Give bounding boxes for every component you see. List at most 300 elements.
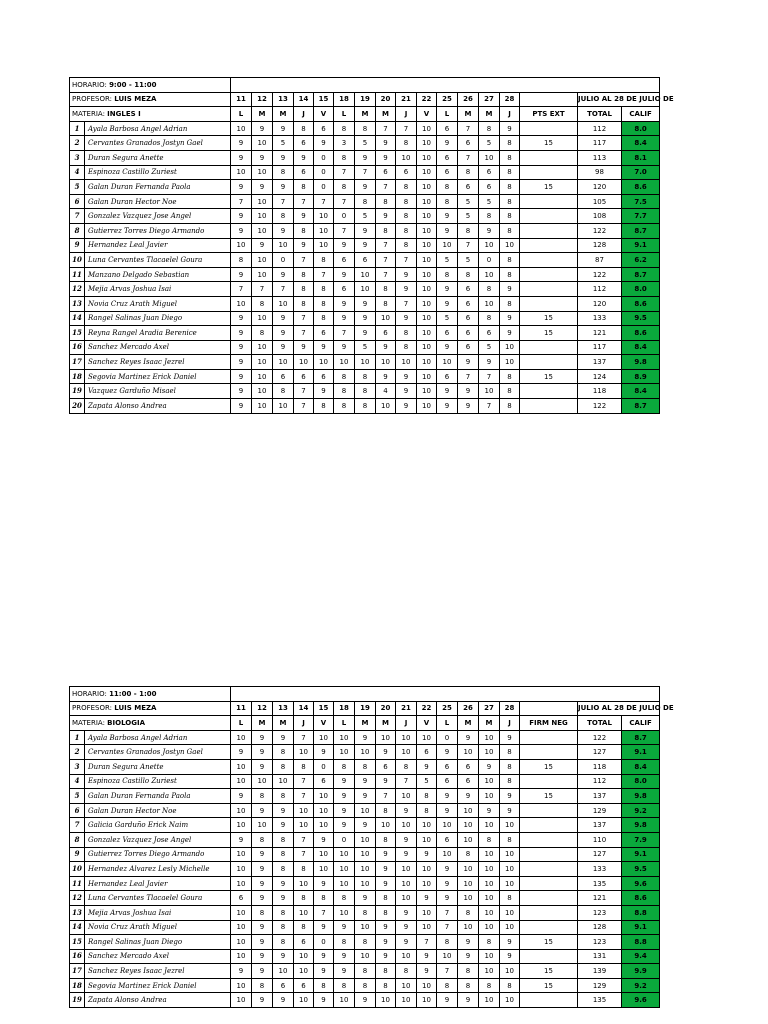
calif-cell: 9.8	[622, 789, 660, 804]
score-cell: 10	[314, 818, 334, 833]
extra-cell: 15	[520, 964, 578, 979]
day-header: 22	[417, 92, 437, 107]
score-cell: 9	[273, 326, 294, 341]
score-cell: 9	[355, 818, 376, 833]
score-cell: 8	[500, 223, 520, 238]
score-cell: 8	[458, 905, 479, 920]
score-cell: 10	[355, 803, 376, 818]
student-row	[70, 253, 660, 268]
day-header: 18	[334, 701, 355, 716]
score-cell: 10	[314, 789, 334, 804]
student-name: Cervantes Granados Jostyn Gael	[85, 745, 231, 760]
weekday-header: L	[437, 107, 458, 122]
score-cell: 6	[437, 326, 458, 341]
score-cell: 9	[376, 745, 396, 760]
score-cell: 8	[334, 150, 355, 165]
score-cell: 10	[417, 862, 437, 877]
score-cell: 6	[437, 759, 458, 774]
score-cell: 9	[252, 935, 273, 950]
weekday-header: L	[231, 716, 252, 731]
score-cell: 9	[273, 949, 294, 964]
score-cell: 10	[396, 862, 417, 877]
student-row	[70, 340, 660, 355]
calif-header: CALIF	[622, 107, 660, 122]
score-cell: 5	[479, 340, 500, 355]
score-cell: 9	[458, 355, 479, 370]
total-cell: 131	[578, 949, 622, 964]
score-cell: 10	[231, 993, 252, 1008]
score-cell: 9	[437, 340, 458, 355]
score-cell: 9	[334, 789, 355, 804]
score-cell: 10	[252, 253, 273, 268]
calif-cell: 8.6	[622, 891, 660, 906]
score-cell: 9	[252, 964, 273, 979]
total-cell: 110	[578, 832, 622, 847]
score-cell: 8	[479, 121, 500, 136]
score-cell: 9	[396, 399, 417, 414]
score-cell: 9	[314, 920, 334, 935]
score-cell: 8	[314, 282, 334, 297]
score-cell: 9	[273, 891, 294, 906]
score-cell: 6	[294, 369, 314, 384]
materia-row	[70, 107, 660, 122]
score-cell: 10	[437, 238, 458, 253]
score-cell: 7	[458, 369, 479, 384]
score-cell: 10	[479, 818, 500, 833]
score-cell: 8	[396, 326, 417, 341]
score-cell: 10	[231, 803, 252, 818]
score-cell: 8	[376, 964, 396, 979]
materia-value: INGLES I	[107, 109, 141, 118]
day-header: 15	[314, 701, 334, 716]
student-name: Mejia Arvas Joshua Isai	[85, 905, 231, 920]
score-cell: 9	[396, 384, 417, 399]
score-cell: 10	[479, 789, 500, 804]
score-cell: 9	[479, 803, 500, 818]
score-cell: 9	[376, 209, 396, 224]
score-cell: 9	[396, 832, 417, 847]
score-cell: 8	[479, 282, 500, 297]
score-cell: 8	[458, 165, 479, 180]
score-cell: 10	[479, 891, 500, 906]
score-cell: 7	[314, 194, 334, 209]
student-number: 9	[70, 847, 85, 862]
weekday-header: L	[334, 716, 355, 731]
score-cell: 10	[417, 209, 437, 224]
score-cell: 8	[273, 165, 294, 180]
score-cell: 10	[252, 369, 273, 384]
student-name: Segovia Martinez Erick Daniel	[85, 369, 231, 384]
student-row	[70, 223, 660, 238]
score-cell: 10	[458, 920, 479, 935]
calif-cell: 8.1	[622, 150, 660, 165]
score-cell: 9	[334, 774, 355, 789]
score-cell: 10	[355, 847, 376, 862]
calif-cell: 9.1	[622, 238, 660, 253]
student-row	[70, 311, 660, 326]
score-cell: 5	[437, 311, 458, 326]
extra-cell	[520, 399, 578, 414]
score-cell: 9	[458, 730, 479, 745]
score-cell: 8	[500, 296, 520, 311]
total-header: TOTAL	[578, 716, 622, 731]
score-cell: 10	[479, 267, 500, 282]
score-cell: 10	[500, 847, 520, 862]
extra-blank	[520, 701, 578, 716]
score-cell: 8	[273, 920, 294, 935]
score-cell: 9	[314, 876, 334, 891]
score-cell: 10	[231, 978, 252, 993]
score-cell: 7	[231, 194, 252, 209]
score-cell: 8	[252, 326, 273, 341]
total-cell: 122	[578, 267, 622, 282]
score-cell: 9	[231, 311, 252, 326]
student-name: Galan Duran Fernanda Paola	[85, 789, 231, 804]
score-cell: 7	[314, 267, 334, 282]
score-cell: 8	[500, 745, 520, 760]
score-cell: 9	[273, 180, 294, 195]
score-cell: 7	[396, 121, 417, 136]
score-cell: 9	[396, 935, 417, 950]
score-cell: 8	[294, 267, 314, 282]
student-row	[70, 355, 660, 370]
score-cell: 8	[294, 920, 314, 935]
day-header: 11	[231, 701, 252, 716]
calif-cell: 9.9	[622, 964, 660, 979]
score-cell: 10	[479, 905, 500, 920]
total-cell: 121	[578, 891, 622, 906]
score-cell: 7	[417, 935, 437, 950]
profesor-cell	[70, 701, 231, 716]
score-cell: 9	[500, 949, 520, 964]
calif-cell: 8.4	[622, 759, 660, 774]
score-cell: 8	[294, 296, 314, 311]
score-cell: 9	[231, 326, 252, 341]
score-cell: 9	[458, 993, 479, 1008]
score-cell: 6	[458, 296, 479, 311]
student-name: Zapata Alonso Andrea	[85, 993, 231, 1008]
profesor-cell	[70, 92, 231, 107]
score-cell: 7	[294, 832, 314, 847]
score-cell: 10	[396, 891, 417, 906]
student-name: Gutierrez Torres Diego Armando	[85, 223, 231, 238]
score-cell: 7	[376, 267, 396, 282]
score-cell: 0	[334, 209, 355, 224]
period-header: JULIO AL 28 DE JULIO DE	[578, 701, 660, 716]
score-cell: 8	[273, 832, 294, 847]
score-cell: 9	[500, 789, 520, 804]
score-cell: 10	[479, 774, 500, 789]
score-cell: 10	[252, 384, 273, 399]
score-cell: 10	[355, 832, 376, 847]
horario-cell	[70, 687, 231, 702]
score-cell: 10	[396, 876, 417, 891]
student-number: 13	[70, 296, 85, 311]
score-cell: 10	[437, 355, 458, 370]
score-cell: 10	[479, 993, 500, 1008]
extra-cell	[520, 282, 578, 297]
score-cell: 9	[437, 282, 458, 297]
score-cell: 8	[479, 311, 500, 326]
score-cell: 8	[252, 832, 273, 847]
score-cell: 0	[334, 832, 355, 847]
score-cell: 8	[273, 847, 294, 862]
student-row	[70, 920, 660, 935]
score-cell: 5	[458, 194, 479, 209]
score-cell: 9	[252, 238, 273, 253]
score-cell: 6	[458, 180, 479, 195]
weekday-header: M	[355, 107, 376, 122]
student-name: Manzano Delgado Sebastian	[85, 267, 231, 282]
score-cell: 6	[458, 282, 479, 297]
score-cell: 9	[314, 964, 334, 979]
score-cell: 6	[314, 121, 334, 136]
score-cell: 8	[500, 369, 520, 384]
student-number: 9	[70, 238, 85, 253]
score-cell: 10	[314, 238, 334, 253]
score-cell: 5	[417, 774, 437, 789]
extra-cell	[520, 847, 578, 862]
student-row	[70, 267, 660, 282]
total-cell: 139	[578, 964, 622, 979]
score-cell: 9	[396, 369, 417, 384]
score-cell: 7	[252, 282, 273, 297]
score-cell: 8	[376, 803, 396, 818]
student-name: Ayala Barbosa Angel Adrian	[85, 730, 231, 745]
score-cell: 8	[334, 180, 355, 195]
score-cell: 8	[334, 759, 355, 774]
calif-cell: 9.6	[622, 876, 660, 891]
score-cell: 8	[376, 978, 396, 993]
extra-cell	[520, 384, 578, 399]
score-cell: 9	[396, 267, 417, 282]
score-cell: 8	[500, 759, 520, 774]
student-number: 5	[70, 789, 85, 804]
total-cell: 122	[578, 223, 622, 238]
calif-cell: 8.6	[622, 326, 660, 341]
score-cell: 10	[417, 993, 437, 1008]
score-cell: 8	[500, 209, 520, 224]
extra-cell: 15	[520, 789, 578, 804]
horario-row	[70, 687, 660, 702]
score-cell: 9	[437, 993, 458, 1008]
score-cell: 10	[396, 150, 417, 165]
grade-table-ingles	[69, 77, 674, 414]
score-cell: 9	[231, 209, 252, 224]
student-row	[70, 818, 660, 833]
score-cell: 9	[231, 964, 252, 979]
calif-cell: 8.0	[622, 121, 660, 136]
period-header: JULIO AL 28 DE JULIO DE	[578, 92, 660, 107]
score-cell: 9	[252, 180, 273, 195]
score-cell: 10	[355, 745, 376, 760]
total-cell: 129	[578, 803, 622, 818]
calif-cell: 9.1	[622, 847, 660, 862]
student-number: 2	[70, 136, 85, 151]
score-cell: 10	[396, 949, 417, 964]
student-number: 10	[70, 862, 85, 877]
student-name: Gonzalez Vazquez Jose Angel	[85, 209, 231, 224]
score-cell: 8	[376, 223, 396, 238]
score-cell: 9	[273, 818, 294, 833]
score-cell: 9	[314, 745, 334, 760]
score-cell: 10	[417, 730, 437, 745]
horario-cell	[70, 78, 231, 93]
score-cell: 5	[479, 136, 500, 151]
extra-cell	[520, 862, 578, 877]
extra-blank	[520, 92, 578, 107]
score-cell: 9	[417, 964, 437, 979]
profesor-label: PROFESOR:	[72, 704, 113, 713]
score-cell: 10	[479, 920, 500, 935]
score-cell: 7	[294, 847, 314, 862]
score-cell: 10	[458, 818, 479, 833]
score-cell: 9	[355, 311, 376, 326]
score-cell: 10	[376, 818, 396, 833]
score-cell: 6	[334, 282, 355, 297]
score-cell: 8	[437, 935, 458, 950]
score-cell: 9	[273, 993, 294, 1008]
materia-cell	[70, 716, 231, 731]
student-name: Zapata Alonso Andrea	[85, 399, 231, 414]
total-cell: 113	[578, 150, 622, 165]
score-cell: 6	[479, 180, 500, 195]
score-cell: 7	[396, 253, 417, 268]
student-name: Galan Duran Fernanda Paola	[85, 180, 231, 195]
score-cell: 10	[417, 876, 437, 891]
score-cell: 8	[355, 759, 376, 774]
score-cell: 10	[294, 745, 314, 760]
day-header: 25	[437, 701, 458, 716]
score-cell: 9	[376, 862, 396, 877]
total-cell: 135	[578, 876, 622, 891]
score-cell: 9	[273, 150, 294, 165]
score-cell: 9	[355, 223, 376, 238]
student-name: Mejia Arvas Joshua Isai	[85, 282, 231, 297]
extra-cell	[520, 832, 578, 847]
calif-cell: 8.8	[622, 935, 660, 950]
score-cell: 9	[294, 238, 314, 253]
score-cell: 10	[417, 920, 437, 935]
score-cell: 10	[294, 818, 314, 833]
score-cell: 9	[231, 150, 252, 165]
weekday-header: V	[314, 716, 334, 731]
score-cell: 10	[500, 238, 520, 253]
score-cell: 9	[252, 745, 273, 760]
score-cell: 6	[314, 369, 334, 384]
score-cell: 9	[314, 340, 334, 355]
score-cell: 6	[458, 326, 479, 341]
score-cell: 9	[231, 223, 252, 238]
student-name: Novia Cruz Arath Miguel	[85, 296, 231, 311]
score-cell: 8	[458, 267, 479, 282]
calif-cell: 9.5	[622, 311, 660, 326]
score-cell: 8	[376, 905, 396, 920]
score-cell: 10	[231, 862, 252, 877]
total-cell: 137	[578, 818, 622, 833]
score-cell: 6	[458, 759, 479, 774]
score-cell: 9	[252, 803, 273, 818]
day-header: 22	[417, 701, 437, 716]
score-cell: 10	[437, 949, 458, 964]
score-cell: 8	[355, 978, 376, 993]
score-cell: 7	[437, 920, 458, 935]
score-cell: 10	[417, 832, 437, 847]
score-cell: 10	[273, 399, 294, 414]
score-cell: 6	[437, 832, 458, 847]
score-cell: 7	[376, 253, 396, 268]
score-cell: 8	[273, 905, 294, 920]
score-cell: 9	[376, 935, 396, 950]
score-cell: 10	[252, 165, 273, 180]
score-cell: 10	[479, 847, 500, 862]
extra-cell	[520, 730, 578, 745]
score-cell: 9	[458, 399, 479, 414]
score-cell: 6	[294, 978, 314, 993]
score-cell: 9	[334, 949, 355, 964]
student-row	[70, 905, 660, 920]
header-blank	[231, 78, 660, 93]
score-cell: 7	[273, 194, 294, 209]
score-cell: 6	[479, 326, 500, 341]
student-row	[70, 745, 660, 760]
score-cell: 10	[479, 296, 500, 311]
score-cell: 10	[355, 862, 376, 877]
score-cell: 10	[417, 369, 437, 384]
score-cell: 9	[314, 384, 334, 399]
score-cell: 8	[396, 759, 417, 774]
extra-cell	[520, 223, 578, 238]
student-row	[70, 891, 660, 906]
score-cell: 10	[417, 399, 437, 414]
score-cell: 9	[376, 920, 396, 935]
total-cell: 87	[578, 253, 622, 268]
score-cell: 10	[252, 355, 273, 370]
score-cell: 10	[294, 949, 314, 964]
score-cell: 8	[396, 964, 417, 979]
score-cell: 9	[396, 282, 417, 297]
score-cell: 7	[294, 311, 314, 326]
calif-cell: 7.7	[622, 209, 660, 224]
score-cell: 10	[231, 121, 252, 136]
calif-cell: 6.2	[622, 253, 660, 268]
score-cell: 10	[417, 136, 437, 151]
score-cell: 9	[231, 369, 252, 384]
score-cell: 0	[437, 730, 458, 745]
score-cell: 8	[500, 978, 520, 993]
weekday-header: J	[396, 107, 417, 122]
score-cell: 8	[294, 121, 314, 136]
score-cell: 9	[437, 399, 458, 414]
score-cell: 5	[437, 253, 458, 268]
materia-cell	[70, 107, 231, 122]
extra-cell	[520, 774, 578, 789]
score-cell: 6	[458, 340, 479, 355]
score-cell: 6	[334, 253, 355, 268]
score-cell: 9	[500, 311, 520, 326]
score-cell: 10	[314, 847, 334, 862]
extra-cell: 15	[520, 978, 578, 993]
extra-cell	[520, 920, 578, 935]
total-cell: 127	[578, 745, 622, 760]
student-name: Sanchez Reyes Isaac Jezrel	[85, 964, 231, 979]
student-row	[70, 150, 660, 165]
student-number: 4	[70, 774, 85, 789]
score-cell: 7	[479, 369, 500, 384]
student-number: 11	[70, 267, 85, 282]
extra-cell	[520, 194, 578, 209]
score-cell: 7	[458, 150, 479, 165]
